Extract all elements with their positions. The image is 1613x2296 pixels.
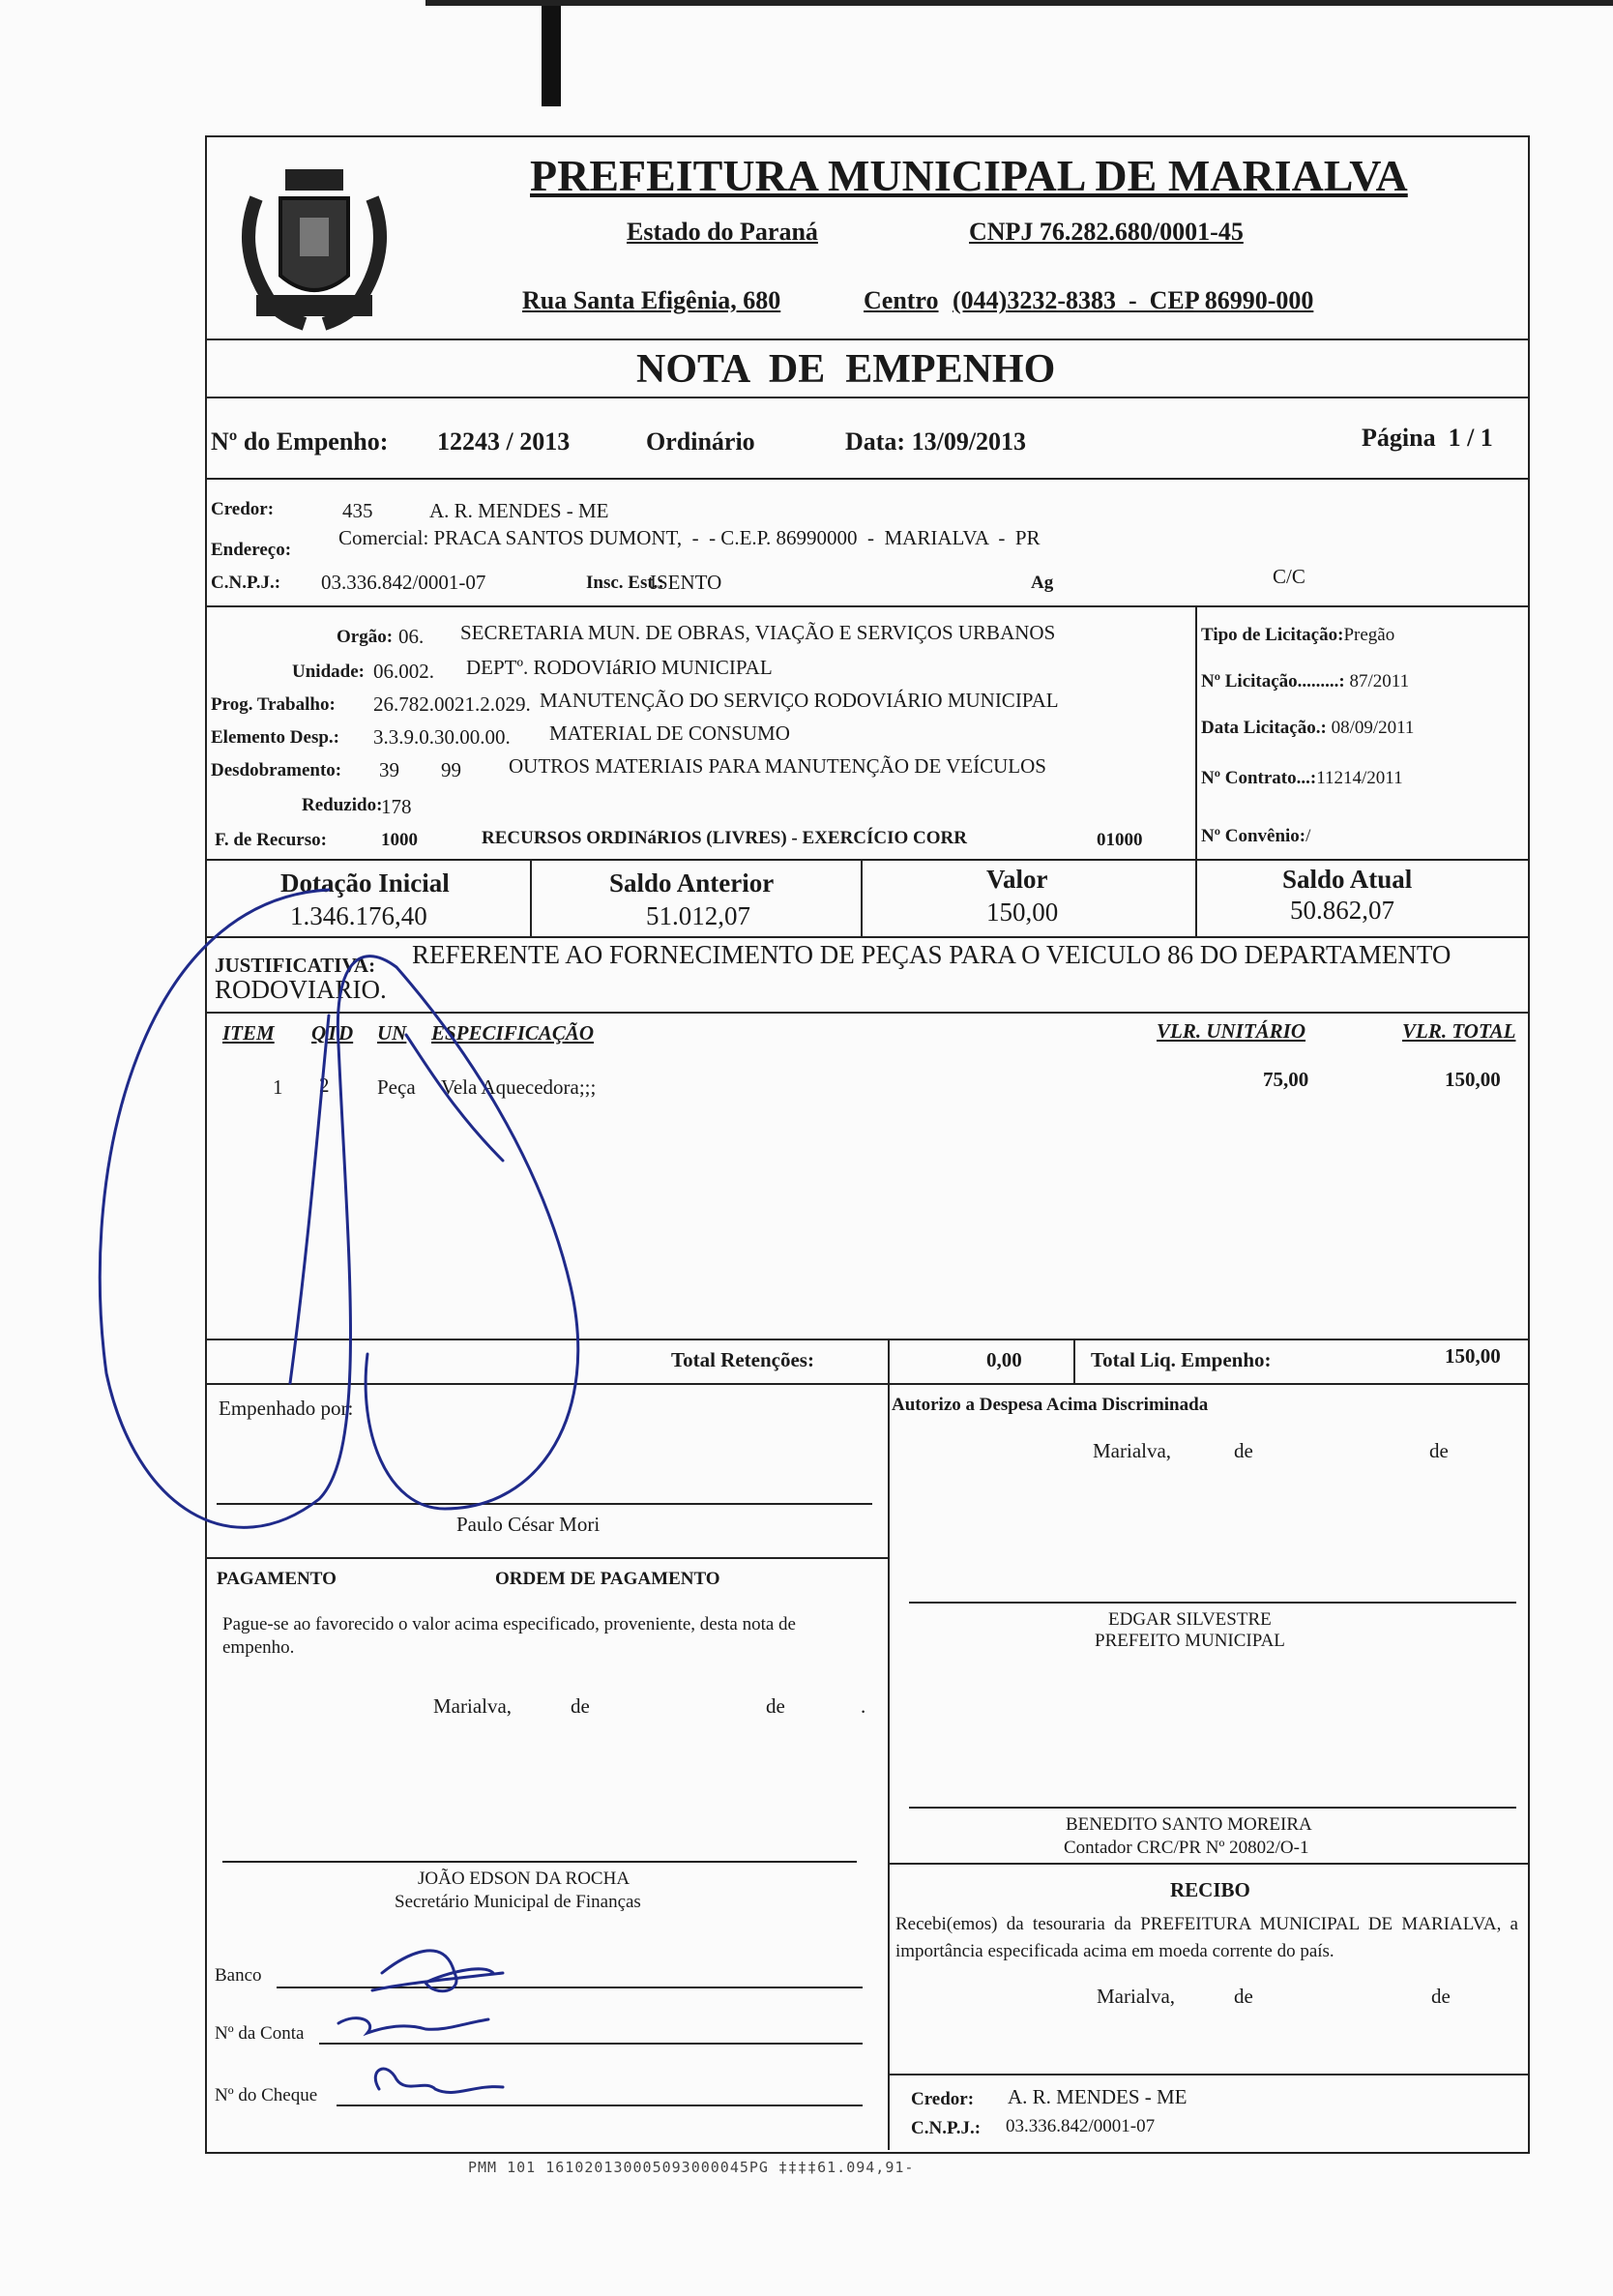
empenho-type: Ordinário bbox=[646, 427, 755, 456]
credor-cnpj: 03.336.842/0001-07 bbox=[321, 571, 486, 594]
orgao-code: 06. bbox=[398, 625, 425, 648]
page-number: Página 1 / 1 bbox=[1362, 424, 1493, 452]
empenho-date: Data: 13/09/2013 bbox=[845, 427, 1027, 456]
row-un: Peça bbox=[377, 1075, 416, 1099]
autorizo-text: Autorizo a Despesa Acima Discriminada bbox=[892, 1395, 1209, 1415]
cheque-label: Nº do Cheque bbox=[215, 2085, 318, 2105]
liq-value: 150,00 bbox=[1445, 1344, 1501, 1368]
pagamento-label: PAGAMENTO bbox=[217, 1569, 337, 1589]
liq-label: Total Liq. Empenho: bbox=[1091, 1348, 1272, 1371]
recibo-de2: de bbox=[1431, 1985, 1451, 2008]
unidade-name: DEPTº. RODOVIáRIO MUNICIPAL bbox=[466, 656, 773, 679]
reduzido-label: Reduzido: bbox=[302, 795, 383, 815]
prog-code: 26.782.0021.2.029. bbox=[373, 692, 531, 716]
desdob-name: OUTROS MATERIAIS PARA MANUTENÇÃO DE VEÍCULOS bbox=[509, 754, 1046, 778]
row-qtd: 2 bbox=[319, 1074, 330, 1097]
prog-name: MANUTENÇÃO DO SERVIÇO RODOVIÁRIO MUNICIPAL bbox=[540, 689, 1059, 712]
elemento-code: 3.3.9.0.30.00.00. bbox=[373, 725, 511, 749]
recurso-name: RECURSOS ORDINáRIOS (LIVRES) - EXERCÍCIO CORR bbox=[482, 828, 967, 848]
recurso-label: F. de Recurso: bbox=[215, 830, 327, 850]
licitacao-type: Tipo de Licitação:Pregão bbox=[1201, 625, 1395, 645]
orgao-name: SECRETARIA MUN. DE OBRAS, VIAÇÃO E SERVIÇOS URBANOS bbox=[460, 621, 1056, 644]
recibo-de1: de bbox=[1234, 1985, 1253, 2008]
state-name: Estado do Paraná bbox=[627, 218, 818, 246]
prefeito-name: EDGAR SILVESTRE bbox=[1108, 1609, 1272, 1630]
reduzido-value: 178 bbox=[381, 795, 412, 818]
credor-code: 435 bbox=[342, 499, 373, 522]
unidade-label: Unidade: bbox=[292, 662, 365, 682]
recurso-number: 01000 bbox=[1097, 830, 1143, 850]
licitacao-number: Nº Licitação.........: 87/2011 bbox=[1201, 671, 1410, 692]
elemento-label: Elemento Desp.: bbox=[211, 727, 339, 748]
footer-code: PMM 101 161020130005093000045PG ‡‡‡‡61.094,91- bbox=[468, 2159, 915, 2176]
document-title: NOTA DE EMPENHO bbox=[636, 347, 1056, 392]
pagamento-dot: . bbox=[861, 1694, 866, 1718]
prefeito-title: PREFEITO MUNICIPAL bbox=[1095, 1631, 1285, 1651]
conta-label: Nº da Conta bbox=[215, 2023, 305, 2044]
contrato-number: Nº Contrato...:11214/2011 bbox=[1201, 768, 1403, 788]
recibo-cnpj: 03.336.842/0001-07 bbox=[1006, 2116, 1156, 2136]
recibo-credor-label: Credor: bbox=[911, 2089, 975, 2109]
institution-district: Centro bbox=[864, 286, 939, 314]
empenhado-label: Empenhado por: bbox=[219, 1397, 354, 1420]
justificativa-text-cont: RODOVIARIO. bbox=[215, 975, 387, 1004]
valor-label: Valor bbox=[986, 865, 1048, 894]
header-item: ITEM bbox=[222, 1021, 275, 1045]
credor-label: Credor: bbox=[211, 499, 275, 519]
header-total-value: VLR. TOTAL bbox=[1402, 1019, 1516, 1043]
pagamento-de1: de bbox=[571, 1694, 590, 1718]
pagamento-de2: de bbox=[766, 1694, 785, 1718]
desdob-code1: 39 bbox=[379, 758, 399, 781]
banco-label: Banco bbox=[215, 1965, 262, 1986]
saldo-anterior-value: 51.012,07 bbox=[646, 901, 750, 930]
header-unit-value: VLR. UNITÁRIO bbox=[1157, 1019, 1306, 1043]
recibo-text: Recebi(emos) da tesouraria da PREFEITURA MUNICIPAL DE MARIALVA, a importância especificada acima em moeda corrente do país. bbox=[895, 1914, 1518, 1961]
row-unit-value: 75,00 bbox=[1263, 1068, 1309, 1091]
institution-cnpj: CNPJ 76.282.680/0001-45 bbox=[969, 218, 1244, 246]
institution-title: PREFEITURA MUNICIPAL DE MARIALVA bbox=[530, 151, 1408, 200]
orgao-label: Orgão: bbox=[337, 627, 394, 647]
contador-title: Contador CRC/PR Nº 20802/O-1 bbox=[1064, 1838, 1309, 1858]
prog-label: Prog. Trabalho: bbox=[211, 694, 336, 715]
recibo-title: RECIBO bbox=[1170, 1878, 1250, 1901]
credor-name: A. R. MENDES - ME bbox=[429, 499, 609, 522]
unidade-code: 06.002. bbox=[373, 660, 434, 683]
autorizo-place: Marialva, bbox=[1093, 1439, 1172, 1462]
institution-address: Rua Santa Efigênia, 680 bbox=[522, 286, 781, 314]
insc-value: ISENTO bbox=[650, 571, 722, 594]
saldo-atual-value: 50.862,07 bbox=[1290, 896, 1394, 925]
retencoes-value: 0,00 bbox=[986, 1348, 1022, 1371]
elemento-name: MATERIAL DE CONSUMO bbox=[549, 721, 790, 745]
saldo-anterior-label: Saldo Anterior bbox=[609, 868, 775, 898]
justificativa-text: REFERENTE AO FORNECIMENTO DE PEÇAS PARA O VEICULO 86 DO DEPARTAMENTO bbox=[412, 940, 1452, 969]
desdob-code2: 99 bbox=[441, 758, 461, 781]
institution-phone-cep: (044)3232-8383 - CEP 86990-000 bbox=[953, 286, 1314, 314]
cc-label: C/C bbox=[1273, 565, 1305, 588]
recibo-place: Marialva, bbox=[1097, 1985, 1176, 2008]
recibo-credor: A. R. MENDES - ME bbox=[1008, 2085, 1188, 2108]
desdob-label: Desdobramento: bbox=[211, 760, 342, 780]
justificativa-label: JUSTIFICATIVA: bbox=[215, 954, 376, 977]
cnpj-label: C.N.P.J.: bbox=[211, 573, 281, 593]
pagamento-text: Pague-se ao favorecido o valor acima especificado, proveniente, desta nota de empenho. bbox=[222, 1614, 796, 1658]
dotacao-value: 1.346.176,40 bbox=[290, 901, 427, 930]
ordem-label: ORDEM DE PAGAMENTO bbox=[495, 1569, 720, 1589]
secretario-name: JOÃO EDSON DA ROCHA bbox=[418, 1869, 631, 1889]
dotacao-label: Dotação Inicial bbox=[280, 868, 450, 898]
recibo-cnpj-label: C.N.P.J.: bbox=[911, 2118, 982, 2138]
row-total-value: 150,00 bbox=[1445, 1068, 1501, 1091]
secretario-title: Secretário Municipal de Finanças bbox=[395, 1892, 641, 1912]
empenho-label: Nº do Empenho: bbox=[211, 427, 389, 456]
row-item: 1 bbox=[273, 1075, 283, 1099]
empenho-number: 12243 / 2013 bbox=[437, 427, 571, 456]
recurso-code: 1000 bbox=[381, 830, 418, 850]
insc-label: Insc. Est.: bbox=[586, 573, 664, 593]
address-label: Endereço: bbox=[211, 540, 292, 560]
ag-label: Ag bbox=[1031, 573, 1054, 593]
saldo-atual-label: Saldo Atual bbox=[1282, 865, 1413, 894]
licitacao-date: Data Licitação.: 08/09/2011 bbox=[1201, 718, 1415, 738]
header-qtd: QTD bbox=[311, 1021, 354, 1045]
header-spec: ESPECIFICAÇÃO bbox=[431, 1021, 595, 1045]
contador-name: BENEDITO SANTO MOREIRA bbox=[1066, 1814, 1312, 1835]
retencoes-label: Total Retenções: bbox=[671, 1348, 814, 1371]
autorizo-de1: de bbox=[1234, 1439, 1253, 1462]
valor-value: 150,00 bbox=[986, 898, 1059, 927]
credor-address: Comercial: PRACA SANTOS DUMONT, - - C.E.P. 86990000 - MARIALVA - PR bbox=[338, 526, 1041, 549]
header-un: UN bbox=[377, 1021, 407, 1045]
row-spec: Vela Aquecedora;;; bbox=[441, 1075, 597, 1099]
pagamento-place: Marialva, bbox=[433, 1694, 513, 1718]
autorizo-de2: de bbox=[1429, 1439, 1449, 1462]
empenhado-name: Paulo César Mori bbox=[456, 1513, 601, 1536]
convenio-number: Nº Convênio:/ bbox=[1201, 826, 1311, 846]
